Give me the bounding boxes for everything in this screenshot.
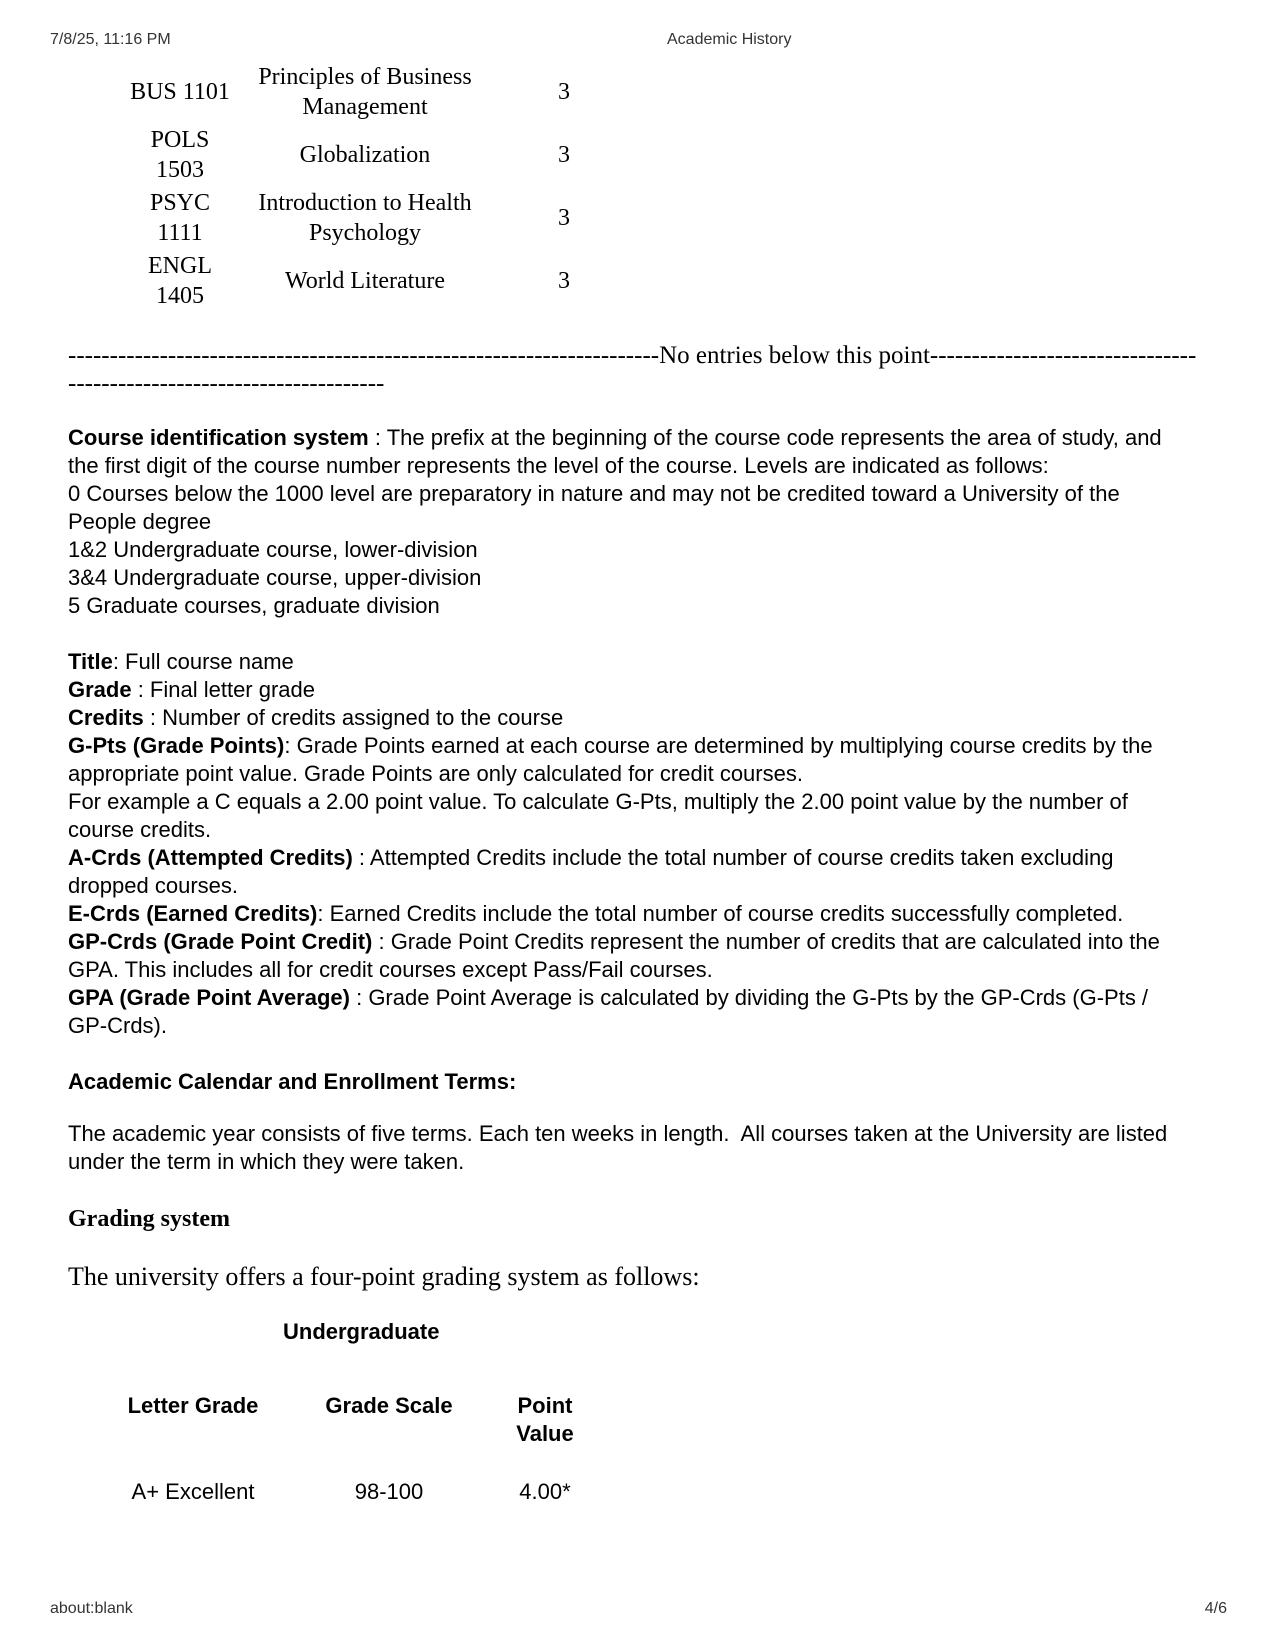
grade-scale-table <box>68 1392 1175 1506</box>
print-header-datetime: 7/8/25, 11:16 PM <box>50 31 171 48</box>
definition-line <box>68 788 1175 844</box>
course-credits-cell: 3 <box>558 267 570 294</box>
no-entries-divider-line1: -----------------------------------------------------------------------No entries below this point-------------------------------- <box>68 342 1197 369</box>
text-run: : Full course name <box>112 649 294 674</box>
grading-system-heading: Grading system <box>68 1206 230 1232</box>
text-run: : Grade Point Credits represent the number of credits that are calculated into the GPA. This includes all for credit courses except Pass/Fail courses. <box>68 929 1167 982</box>
course-identification-line <box>68 564 1175 592</box>
grading-system-intro: The university offers a four-point grading system as follows: <box>68 1262 700 1291</box>
text-run: : Attempted Credits include the total number of course credits taken excluding dropped courses. <box>68 845 1120 898</box>
grade-table-header-cell: Letter Grade <box>127 1393 259 1418</box>
text-run: : Number of credits assigned to the course <box>143 705 564 730</box>
text-run: : Final letter grade <box>131 677 316 702</box>
bold-text-run: Course identification system <box>68 425 369 450</box>
grade-table-cell: A+ Excellent <box>131 1479 255 1504</box>
definition-line <box>68 704 1175 732</box>
course-code-cell: ENGL 1405 <box>148 252 212 309</box>
definition-line <box>68 844 1175 900</box>
text-run: 1&2 Undergraduate course, lower-division <box>68 537 478 562</box>
course-code-cell: PSYC 1111 <box>149 189 211 246</box>
definition-line <box>68 900 1175 928</box>
text-run: 3&4 Undergraduate course, upper-division <box>68 565 482 590</box>
grade-table-header-row <box>98 1392 1175 1448</box>
definition-line <box>68 984 1175 1040</box>
course-title-cell: Globalization <box>299 141 431 168</box>
bold-text-run: Title <box>68 649 113 674</box>
academic-calendar-body: The academic year consists of five terms. Each ten weeks in length. All courses taken at the University are listed under the term in which they were taken. <box>68 1121 1174 1174</box>
definition-line <box>68 732 1175 788</box>
grade-table-cell: 4.00* <box>519 1479 571 1504</box>
text-run: : Grade Point Average is calculated by dividing the G-Pts by the GP-Crds (G-Pts / GP-Crds). <box>68 985 1155 1038</box>
definition-line <box>68 928 1175 984</box>
bold-text-run: Credits <box>68 705 144 730</box>
undergraduate-subheading: Undergraduate <box>283 1319 440 1344</box>
course-row <box>68 249 1175 312</box>
no-entries-divider <box>68 342 1197 398</box>
bold-text-run: GPA (Grade Point Average) <box>68 985 350 1010</box>
bold-text-run: GP-Crds (Grade Point Credit) <box>68 929 373 954</box>
course-credits-cell: 3 <box>558 204 570 231</box>
course-identification-paragraph <box>68 424 1175 620</box>
print-header-title: Academic History <box>667 31 792 48</box>
grade-table-header-cell: Grade Scale <box>325 1393 453 1418</box>
course-code-cell: BUS 1101 <box>130 78 230 105</box>
grade-table-body <box>68 1478 1175 1506</box>
course-title-cell: Principles of Business Management <box>258 63 472 120</box>
definition-line <box>68 648 1175 676</box>
text-run: : The prefix at the beginning of the course code represents the area of study, and the first digit of the course number represents the level of the course. Levels are indicated as follows: <box>68 425 1168 478</box>
no-entries-divider-line2: -------------------------------------- <box>68 370 385 397</box>
course-credits-cell: 3 <box>558 141 570 168</box>
document-content <box>68 60 1197 1506</box>
academic-calendar-heading: Academic Calendar and Enrollment Terms: <box>68 1069 517 1094</box>
bold-text-run: Grade <box>68 677 132 702</box>
course-identification-line <box>68 480 1175 536</box>
grade-table-cell: 98-100 <box>354 1479 424 1504</box>
bold-text-run: E-Crds (Earned Credits) <box>68 901 318 926</box>
course-title-cell: Introduction to Health Psychology <box>258 189 472 246</box>
course-code-cell: POLS 1503 <box>150 126 210 183</box>
text-run: : Grade Points earned at each course are determined by multiplying course credits by the appropriate point value. Grade Points are only calculated for credit courses. <box>68 733 1159 786</box>
course-row <box>68 123 1175 186</box>
grade-table-row <box>98 1478 1175 1506</box>
course-table <box>68 60 1175 312</box>
course-credits-cell: 3 <box>558 78 570 105</box>
print-footer-url: about:blank <box>50 1600 133 1617</box>
bold-text-run: G-Pts (Grade Points) <box>68 733 285 758</box>
definition-line <box>68 676 1175 704</box>
course-identification-line <box>68 424 1175 480</box>
course-title-cell: World Literature <box>285 267 445 294</box>
course-row <box>68 60 1175 123</box>
bold-text-run: A-Crds (Attempted Credits) <box>68 845 353 870</box>
text-run: 5 Graduate courses, graduate division <box>68 593 440 618</box>
course-identification-line <box>68 592 1175 620</box>
definitions-paragraph <box>68 648 1175 1040</box>
course-row <box>68 186 1175 249</box>
text-run: : Earned Credits include the total number of course credits successfully completed. <box>317 901 1124 926</box>
text-run: 0 Courses below the 1000 level are preparatory in nature and may not be credited toward a University of the People degree <box>68 481 1126 534</box>
print-footer-page-number: 4/6 <box>1204 1600 1227 1617</box>
grade-table-header-cell: Point Value <box>516 1393 574 1446</box>
text-run: For example a C equals a 2.00 point value. To calculate G-Pts, multiply the 2.00 point value by the number of course credits. <box>68 789 1134 842</box>
course-identification-line <box>68 536 1175 564</box>
